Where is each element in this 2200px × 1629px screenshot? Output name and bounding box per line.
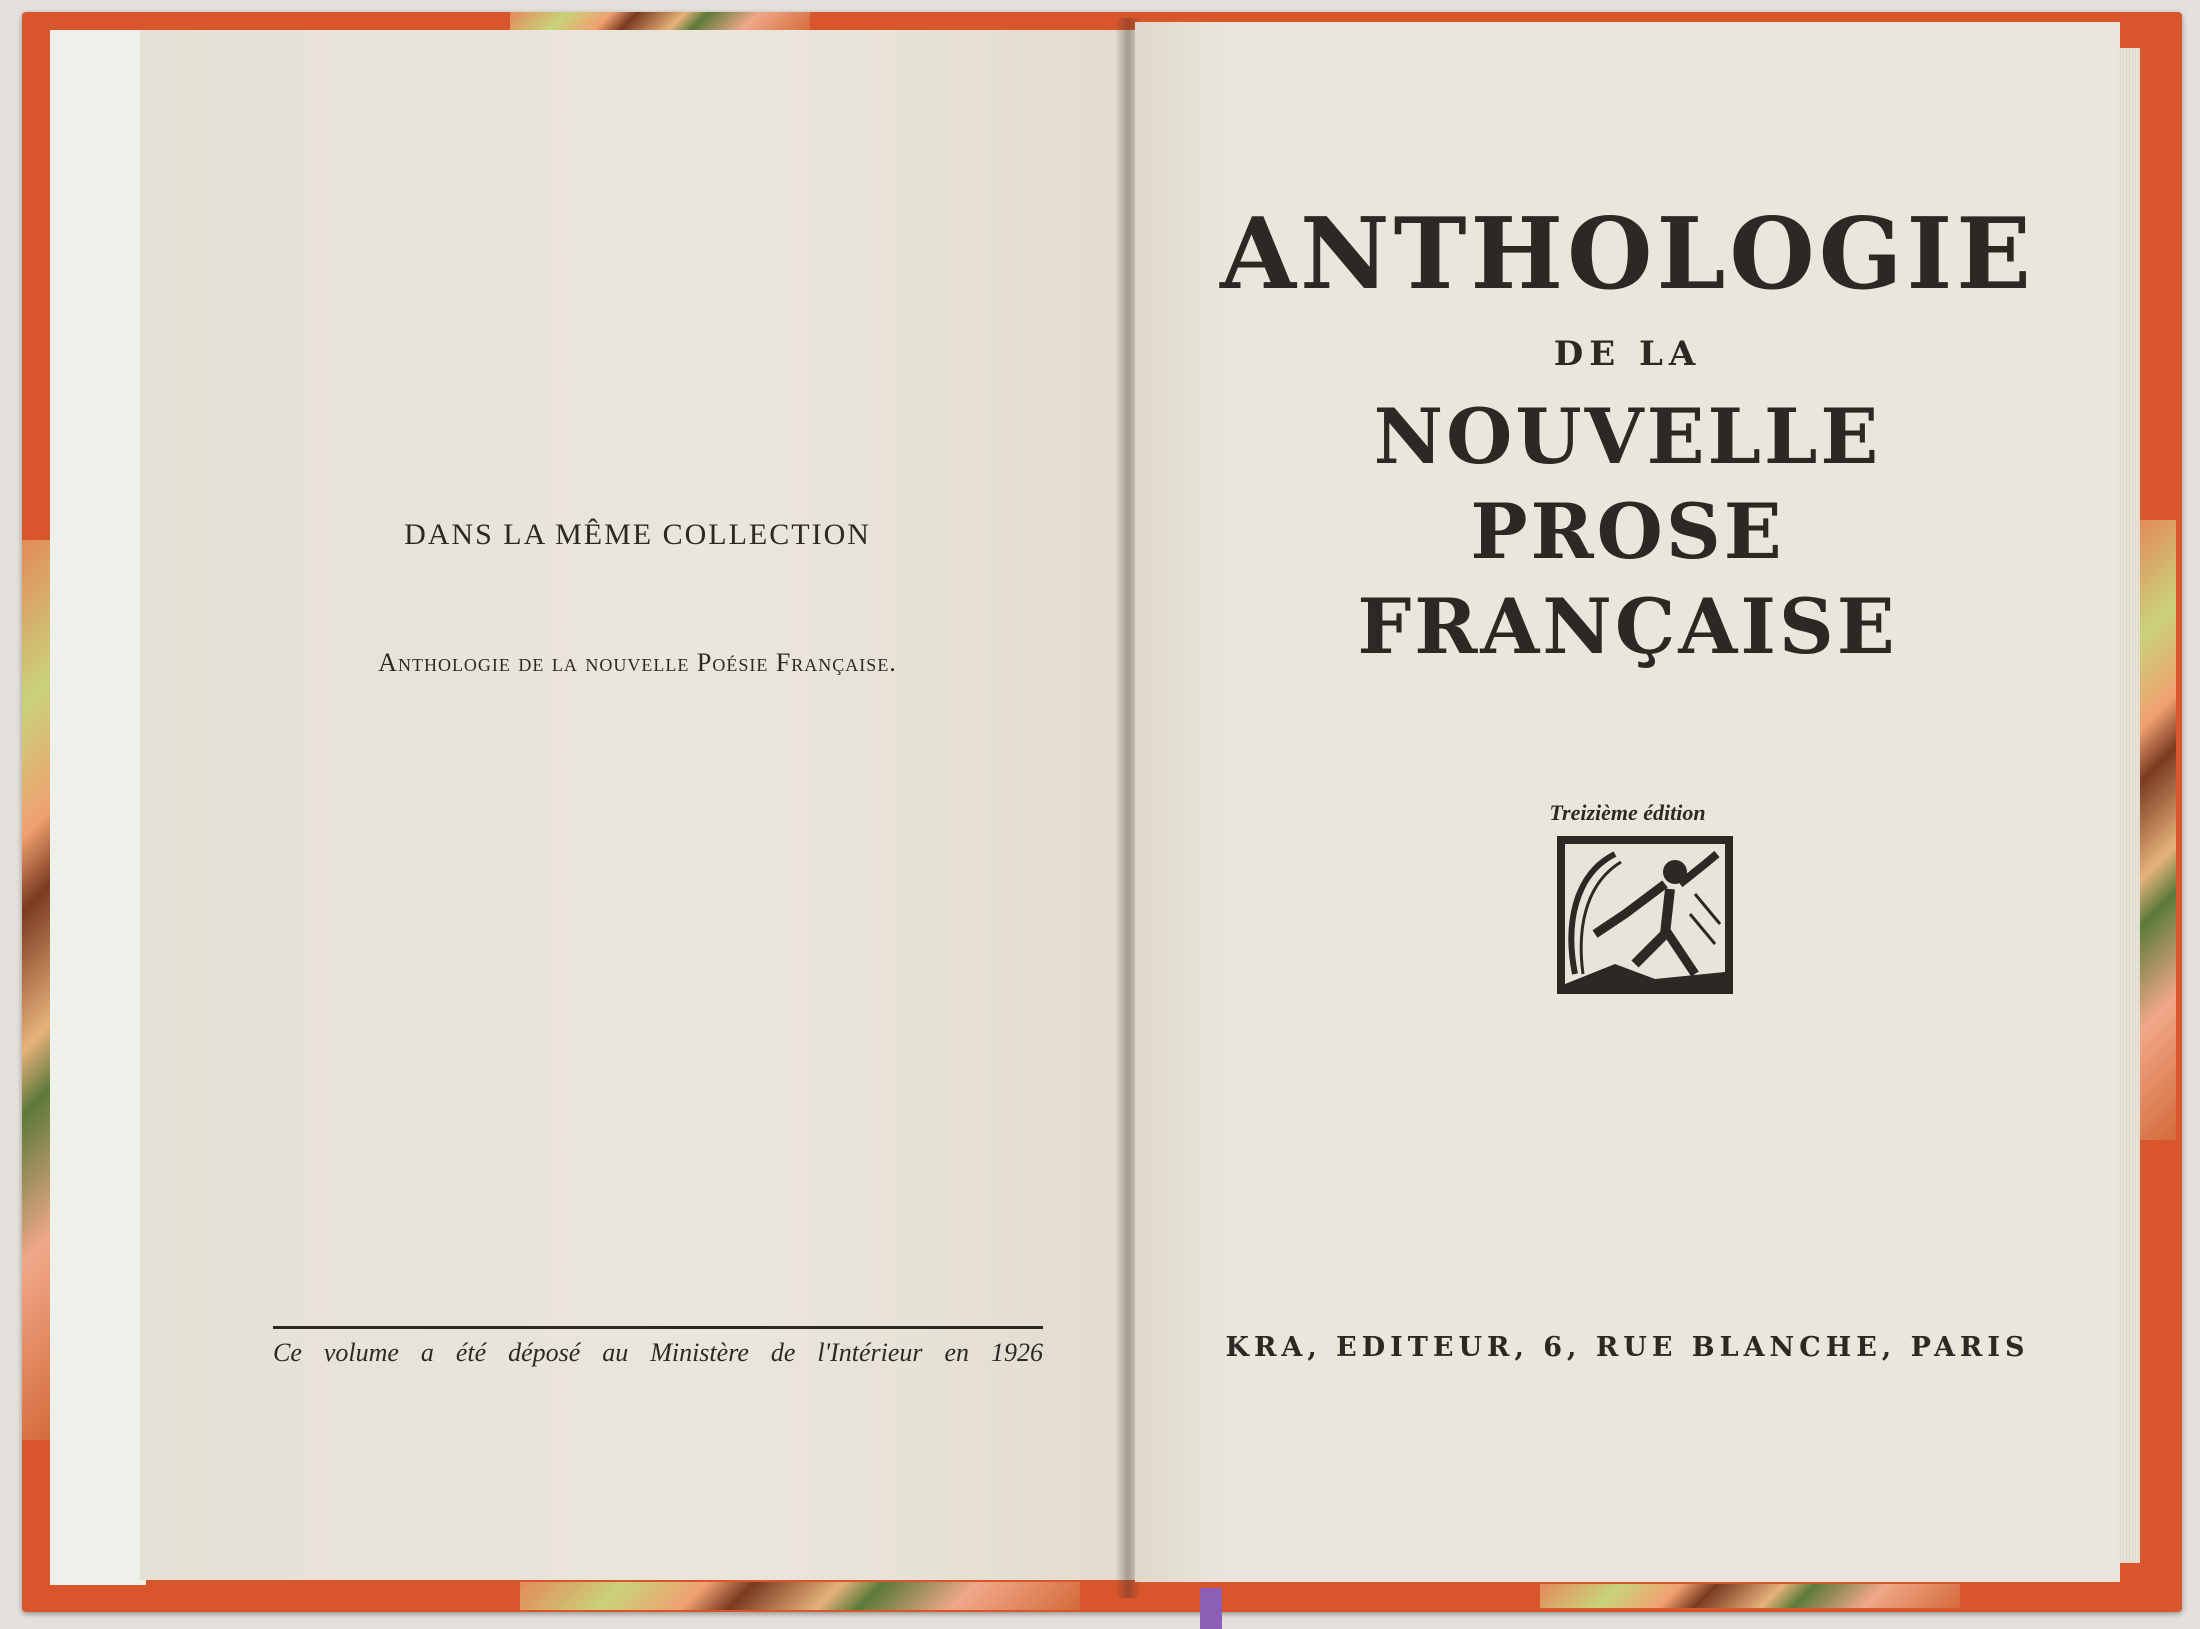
title-line-2: DE LA	[1553, 334, 1702, 374]
title-line-3: NOUVELLE	[1373, 392, 1882, 481]
marbled-endpaper-bottom	[520, 1582, 1080, 1610]
edition-label: Treizième édition	[1549, 800, 1706, 825]
collection-item: Anthologie de la nouvelle Poésie Française.	[378, 648, 897, 677]
publisher-line: KRA, EDITEUR, 6, RUE BLANCHE, PARIS	[1225, 1332, 2030, 1363]
woodcut-archer-vignette	[1555, 834, 1735, 996]
page-edges	[2118, 48, 2140, 1563]
footer-rule	[273, 1326, 1043, 1329]
bookmark-ribbon	[1200, 1588, 1222, 1629]
legal-notice: Ce volume a été déposé au Ministère de l'Intérieur en 1926	[273, 1338, 1043, 1367]
marbled-endpaper-top	[510, 12, 810, 32]
endpaper-flyleaf	[50, 30, 146, 1585]
title-line-1: ANTHOLOGIE	[1219, 197, 2035, 312]
marbled-endpaper-right	[2140, 520, 2176, 1140]
right-page	[1135, 22, 2120, 1582]
collection-heading: DANS LA MÊME COLLECTION	[404, 518, 871, 551]
marbled-endpaper-bottom-right	[1540, 1584, 1960, 1608]
title-line-4: PROSE	[1470, 487, 1785, 576]
title-line-5: FRANÇAISE	[1357, 582, 1898, 671]
marbled-endpaper-left	[22, 540, 52, 1440]
left-page	[140, 30, 1135, 1580]
